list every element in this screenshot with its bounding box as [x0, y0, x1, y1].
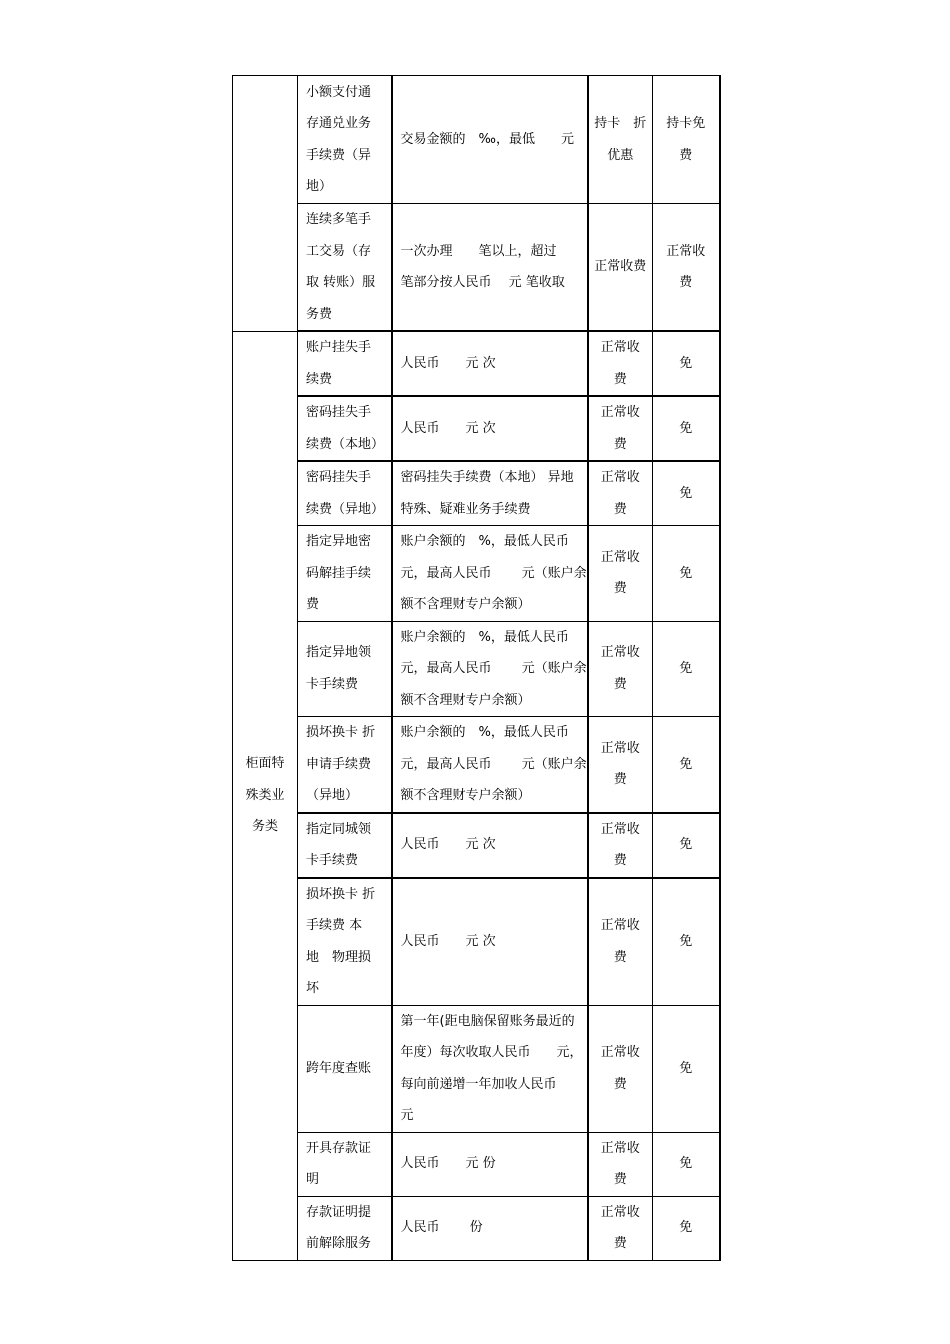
fee-description-line: 特殊、疑难业务手续费	[400, 501, 531, 517]
cardholder-fee-line: 免	[679, 355, 693, 371]
standard-fee-line: 费	[613, 853, 627, 868]
fee-description-cell	[392, 461, 588, 526]
fee-name-line: 密码挂失手	[306, 405, 372, 420]
fee-description-line: 人民币 元 次	[400, 420, 496, 436]
standard-fee-cell	[588, 717, 653, 813]
standard-fee-line: 正常收	[600, 405, 640, 420]
fee-row	[233, 1132, 720, 1196]
standard-fee-cell	[588, 878, 653, 1006]
fee-description-cell	[392, 717, 588, 813]
fee-name-cell	[298, 1005, 392, 1132]
cardholder-fee-line: 免	[679, 661, 693, 676]
fee-name-line: 损坏换卡 折	[306, 886, 376, 902]
fee-name-line: 卡手续费	[306, 676, 359, 692]
cardholder-fee-cell	[653, 526, 720, 622]
cardholder-fee-line: 免	[679, 485, 693, 501]
fee-description-cell	[392, 1005, 588, 1132]
standard-fee-line: 费	[613, 1172, 627, 1187]
category-label-line: 殊类业	[245, 787, 285, 803]
fee-row	[233, 396, 720, 461]
fee-description-cell	[392, 878, 588, 1006]
cardholder-fee-line: 免	[679, 1060, 693, 1076]
fee-description-line: 笔部分按人民币 元 笔收取	[400, 275, 565, 290]
standard-fee-cell	[588, 621, 653, 717]
cardholder-fee-cell	[653, 1196, 720, 1260]
fee-description-line: 一次办理 笔以上，超过	[400, 243, 557, 259]
fee-description-line: 元，最高人民币 元（账户余	[400, 756, 587, 772]
cardholder-fee-cell	[653, 1005, 720, 1132]
cardholder-fee-line: 正常收	[666, 243, 706, 259]
fee-description-line: 人民币 元 次	[400, 837, 496, 853]
cardholder-fee-cell	[653, 331, 720, 396]
fee-name-line: 连续多笔手	[306, 212, 372, 227]
fee-name-line: 开具存款证	[306, 1140, 372, 1156]
fee-description-cell	[392, 204, 588, 332]
fee-row	[233, 813, 720, 878]
standard-fee-line: 正常收	[600, 821, 640, 837]
cardholder-fee-cell	[653, 878, 720, 1006]
fee-description-line: 元，最高人民币 元（账户余	[400, 565, 587, 581]
category-cell-top	[233, 76, 298, 332]
fee-description-cell	[392, 526, 588, 622]
standard-fee-line: 费	[613, 501, 627, 517]
fee-name-cell	[298, 1196, 392, 1260]
cardholder-fee-cell	[653, 461, 720, 526]
fee-name-line: 申请手续费	[306, 756, 372, 772]
fee-name-line: 取 转账）服	[306, 275, 376, 290]
standard-fee-line: 正常收	[600, 470, 640, 485]
standard-fee-line: 正常收	[600, 1204, 640, 1220]
fee-name-cell	[298, 76, 392, 204]
standard-fee-cell	[588, 204, 653, 332]
fee-name-line: 小额支付通	[306, 84, 372, 100]
cardholder-fee-line: 免	[679, 837, 693, 853]
cardholder-fee-cell	[653, 76, 720, 204]
fee-row	[233, 204, 720, 332]
fee-description-cell	[392, 331, 588, 396]
standard-fee-cell	[588, 526, 653, 622]
fee-name-line: 存通兑业务	[306, 116, 372, 131]
fee-name-line: 手续费 本	[306, 918, 363, 933]
standard-fee-line: 正常收	[600, 1140, 640, 1156]
category-label-line: 务类	[251, 819, 278, 835]
fee-name-line: 密码挂失手	[306, 470, 372, 485]
fee-row	[233, 331, 720, 396]
fee-row	[233, 621, 720, 717]
fee-name-line: 续费	[306, 371, 333, 387]
fee-description-line: 账户余额的 %，最低人民币	[400, 534, 569, 549]
fee-name-line: 费	[306, 597, 320, 612]
fee-name-cell	[298, 331, 392, 396]
standard-fee-line: 正常收	[600, 740, 640, 756]
fee-name-cell	[298, 813, 392, 878]
cardholder-fee-line: 免	[679, 933, 693, 949]
fee-name-line: 前解除服务	[306, 1236, 372, 1251]
fee-name-line: 账户挂失手	[306, 340, 372, 355]
fee-name-line: 工交易（存	[306, 243, 372, 259]
fee-description-cell	[392, 1132, 588, 1196]
standard-fee-line: 正常收	[600, 918, 640, 933]
standard-fee-cell	[588, 461, 653, 526]
cardholder-fee-cell	[653, 813, 720, 878]
cardholder-fee-cell	[653, 1132, 720, 1196]
standard-fee-line: 正常收	[600, 549, 640, 565]
fee-name-line: （异地）	[306, 788, 359, 803]
fee-row	[233, 1196, 720, 1260]
category-cell-special	[233, 331, 298, 1260]
fee-description-line: 人民币 元 次	[400, 355, 496, 371]
fee-name-line: 卡手续费	[306, 853, 359, 868]
cardholder-fee-line: 免	[679, 1156, 693, 1172]
standard-fee-line: 费	[613, 1076, 627, 1092]
fee-description-cell	[392, 813, 588, 878]
fee-name-cell	[298, 396, 392, 461]
fee-name-line: 地）	[306, 179, 333, 194]
fee-name-line: 明	[306, 1172, 320, 1187]
fee-description-cell	[392, 1196, 588, 1260]
fee-description-line: 账户余额的 %，最低人民币	[400, 725, 569, 740]
fee-description-line: 交易金额的 ‰，最低 元	[400, 131, 574, 147]
fee-name-line: 续费（本地）	[306, 436, 385, 452]
fee-description-line: 元	[400, 1108, 414, 1123]
fee-name-cell	[298, 621, 392, 717]
fee-description-line: 年度）每次收取人民币 元，	[400, 1045, 583, 1060]
fee-name-line: 坏	[306, 981, 320, 996]
fee-table	[232, 75, 721, 1261]
standard-fee-line: 正常收	[600, 1045, 640, 1060]
category-label-line: 柜面特	[245, 756, 285, 772]
fee-description-cell	[392, 396, 588, 461]
cardholder-fee-line: 费	[679, 147, 693, 163]
standard-fee-line: 费	[613, 676, 627, 692]
cardholder-fee-line: 免	[679, 565, 693, 581]
standard-fee-cell	[588, 1196, 653, 1260]
standard-fee-line: 费	[613, 772, 627, 788]
fee-description-line: 第一年(距电脑保留账务最近的	[400, 1013, 575, 1029]
standard-fee-line: 费	[613, 1236, 627, 1251]
fee-name-cell	[298, 717, 392, 813]
fee-description-line: 人民币 份	[400, 1220, 483, 1236]
fee-row	[233, 878, 720, 1006]
standard-fee-cell	[588, 1005, 653, 1132]
fee-name-line: 务费	[306, 306, 333, 322]
fee-name-line: 跨年度查账	[306, 1060, 372, 1076]
cardholder-fee-cell	[653, 717, 720, 813]
fee-description-line: 每向前递增一年加收人民币	[400, 1076, 557, 1092]
standard-fee-cell	[588, 813, 653, 878]
standard-fee-line: 优惠	[607, 147, 634, 163]
fee-name-line: 指定异地领	[306, 645, 372, 661]
fee-name-cell	[298, 878, 392, 1006]
cardholder-fee-line: 持卡免	[666, 116, 706, 131]
fee-description-line: 人民币 元 份	[400, 1156, 496, 1172]
fee-name-line: 续费（异地）	[306, 501, 385, 517]
fee-description-line: 密码挂失手续费（本地） 异地	[400, 470, 574, 485]
standard-fee-line: 正常收	[600, 340, 640, 355]
fee-name-line: 码解挂手续	[306, 565, 372, 581]
cardholder-fee-line: 免	[679, 420, 693, 436]
standard-fee-line: 费	[613, 436, 627, 452]
fee-name-line: 手续费（异	[306, 147, 372, 163]
fee-name-cell	[298, 204, 392, 332]
fee-table-body	[233, 76, 720, 1261]
fee-name-line: 指定异地密	[306, 534, 372, 549]
fee-description-line: 账户余额的 %，最低人民币	[400, 629, 569, 645]
fee-description-line: 额不含理财专户余额）	[400, 788, 531, 803]
standard-fee-line: 费	[613, 371, 627, 387]
fee-description-line: 元，最高人民币 元（账户余	[400, 661, 587, 676]
standard-fee-cell	[588, 76, 653, 204]
fee-name-cell	[298, 1132, 392, 1196]
fee-name-line: 地 物理损	[306, 949, 372, 965]
cardholder-fee-line: 免	[679, 756, 693, 772]
cardholder-fee-cell	[653, 204, 720, 332]
standard-fee-cell	[588, 396, 653, 461]
standard-fee-line: 费	[613, 949, 627, 965]
fee-row	[233, 461, 720, 526]
cardholder-fee-line: 费	[679, 275, 693, 290]
fee-description-cell	[392, 621, 588, 717]
cardholder-fee-cell	[653, 396, 720, 461]
fee-description-cell	[392, 76, 588, 204]
fee-row	[233, 1005, 720, 1132]
standard-fee-line: 费	[613, 581, 627, 597]
fee-name-line: 存款证明提	[306, 1204, 372, 1220]
fee-name-line: 指定同城领	[306, 821, 372, 837]
cardholder-fee-cell	[653, 621, 720, 717]
standard-fee-cell	[588, 331, 653, 396]
fee-description-line: 额不含理财专户余额）	[400, 597, 531, 612]
fee-name-line: 损坏换卡 折	[306, 725, 376, 740]
standard-fee-cell	[588, 1132, 653, 1196]
standard-fee-line: 正常收	[600, 645, 640, 661]
fee-name-cell	[298, 461, 392, 526]
fee-row	[233, 526, 720, 622]
fee-description-line: 额不含理财专户余额）	[400, 692, 531, 708]
standard-fee-line: 持卡 折	[594, 116, 647, 131]
fee-row	[233, 717, 720, 813]
standard-fee-line: 正常收费	[594, 259, 647, 275]
cardholder-fee-line: 免	[679, 1220, 693, 1236]
fee-description-line: 人民币 元 次	[400, 933, 496, 949]
fee-row	[233, 76, 720, 204]
fee-name-cell	[298, 526, 392, 622]
